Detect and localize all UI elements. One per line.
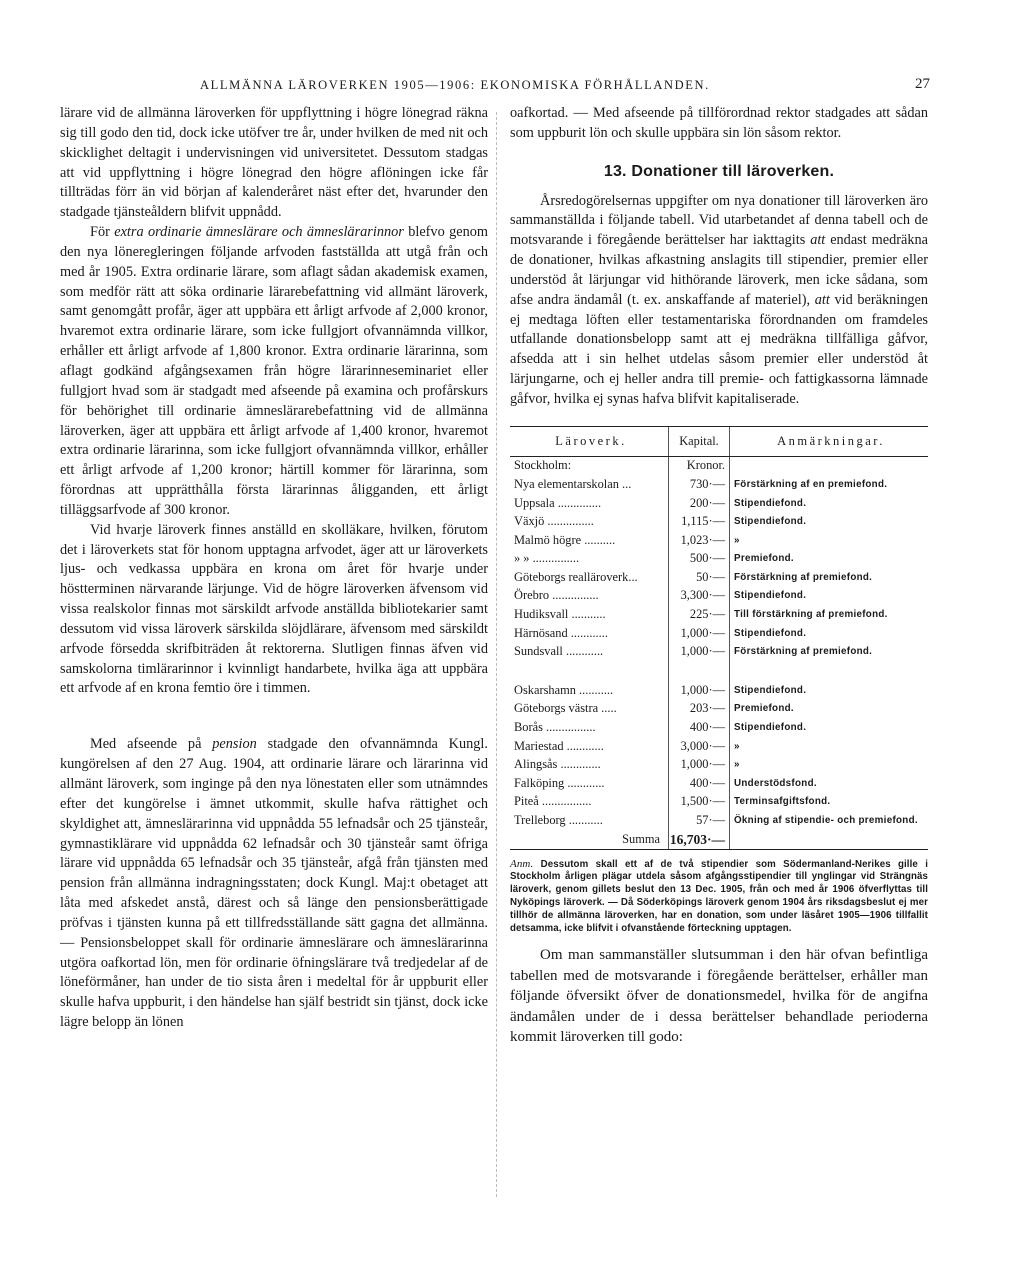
note-text: Dessutom skall ett af de två stipendier som Södermanland-Nerikes gille i Stockholm årligen plägar utdela såsom afgångsstipendier till ynglingar vid Strängnäs läroverk, genom gillets beslut den 13 Dec. 1905, från och med år 1906 öfverflyttas till Nyköpings läroverk. — Då Söderköpings läroverk genom 1904 års riksdagsbeslut ej mer tillhör de allmänna läroverken, har en donation, som under läsåret 1905—1906 tillfallit detsamma, icke blifvit i ofvanstående förteckning upptagen. <box>510 858 928 934</box>
cell-note: » <box>734 740 740 752</box>
cell-school: Alingsås ............. <box>514 757 601 772</box>
right-paragraph-2 <box>510 192 928 410</box>
donations-table <box>510 426 928 850</box>
running-header <box>200 76 930 96</box>
table-row <box>510 606 928 625</box>
cell-capital: 400·— <box>668 774 730 793</box>
table-row <box>510 513 928 532</box>
table-row <box>510 494 928 513</box>
text-run: Med afseende på <box>90 736 213 753</box>
cell-capital: 1,023·— <box>668 531 730 550</box>
cell-school: Borås ................ <box>514 720 596 735</box>
cell-school: Oskarshamn ........... <box>514 682 614 697</box>
left-paragraph-1: lärare vid de allmänna läroverken för uppflyttning i högre lönegrad räkna sig till godo den tid, dock icke utöfver tre år, under hvilken de med nit och skicklighet deltagit i undervisningen vid universitetet. Dessutom stadgas att vid uppflyttning i högre lönegrad den högre aflöningen icke får tillträdas förr än vid början af kalenderåret näst efter det, hvarunder den stadgade tjänsteåldern blifvit uppnådd. <box>60 105 488 221</box>
cell-note: Stipendiefond. <box>734 684 807 696</box>
table-group-2 <box>510 681 928 830</box>
running-title: ALLMÄNNA LÄROVERKEN 1905—1906: EKONOMISKA FÖRHÅLLANDEN. <box>200 78 710 92</box>
table-row <box>510 568 928 587</box>
table-row <box>510 643 928 662</box>
cell-note: » <box>734 759 740 771</box>
table-row <box>510 719 928 738</box>
cell-school: Växjö ............... <box>514 514 594 529</box>
cell-school: Göteborgs realläroverk... <box>514 569 638 584</box>
cell-school: Malmö högre .......... <box>514 532 616 547</box>
cell-note: Stipendiefond. <box>734 722 807 734</box>
header-capital: Kapital. <box>668 427 730 456</box>
cell-note: Stipendiefond. <box>734 627 807 639</box>
cell-capital: Kronor. <box>668 457 730 476</box>
cell-capital: 203·— <box>668 700 730 719</box>
cell-capital: 225·— <box>668 606 730 625</box>
section-title: 13. Donationer till läroverken. <box>603 162 835 180</box>
cell-school: Piteå ................ <box>514 794 592 809</box>
table-note <box>510 858 928 936</box>
text-run: blefvo genom den nya löneregleringen följande arfvoden fastställda att utgå från och med år 1905. Extra ordinarie lärare, som aflagt sådan akademisk examen, som medför rätt att söka ordinarie lärarebefattning vid allmänt läroverk, samt genomgått profår, äger att uppbära ett årligt arfvode af 2,000 kronor, hvaremot extra ordinarie lärare, som icke fullgjort ofvannämnda villkor, erhåller ett årligt arfvode af 1,800 kronor. Extra ordinarie lärarinna, som aflagt godkänd afgångsexamen från högre lärarinneseminariet eller fullgjort hvad som är stadgadt med afseende på examina och profårskurs för behörighet till ordinarie ämneslärarebefattning vid de allmänna läroverken, äger att uppbära ett årligt arfvode af 1,400 kronor, hvaremot extra ordinarie lärarinna, som icke fullgjort ofvannämnda villkor, erhåller ett årligt arfvode af 1,200 kronor; härtill kommer för lärarinna, som förordnas att upprätthålla första lärarinnas åligganden, ett årligt tilläggsarfvode af 300 kronor. <box>60 224 489 518</box>
paragraph-gap <box>60 699 488 735</box>
cell-note: Till förstärkning af premiefond. <box>734 609 888 621</box>
table-header-row <box>510 427 928 457</box>
table-group-1 <box>510 457 928 662</box>
summa-label: Summa <box>622 831 660 846</box>
table-row <box>510 756 928 775</box>
cell-capital: 57·— <box>668 812 730 831</box>
left-paragraph-4 <box>60 735 488 1033</box>
cell-note: Förstärkning af premiefond. <box>734 646 873 658</box>
italic-run: att <box>810 232 826 249</box>
cell-capital: 1,000·— <box>668 643 730 662</box>
note-label: Anm. <box>510 857 534 870</box>
cell-capital: 1,500·— <box>668 793 730 812</box>
right-column <box>510 104 928 1048</box>
table-row <box>510 550 928 569</box>
cell-school: » » ............... <box>514 551 580 566</box>
cell-capital: 3,000·— <box>668 737 730 756</box>
text-run: stadgade den ofvannämnda Kungl. kungörelsen af den 27 Aug. 1904, att ordinarie lärare och lärarinna vid allmänt läroverk, som inginge på den nya lönestaten eller som utnämndes efter det kungörelse i ämnet utkommit, skulle hafva rättighet och skyldighet att, ämneslärarinna vid uppnådda 55 lefnadsår och 25 tjänsteår, gymnastiklärare vid uppnådda 62 lefnadsår och 30 tjänsteår samt öfriga lärare vid uppnådda 65 lefnadsår och 35 tjänsteår, afgå från tjänsten med pension från allmänna indragningsstaten; dock Kungl. Maj:t obetaget att låta med afskedet anstå, därest och så länge den pensionsberättigade pröfvas i tjänsten kunna på ett tillfredsställande sätt gagna det allmänna. — Pensionsbeloppet skall för ordinarie ämneslärare och ämneslärarinna utgöra oafkortad lön, men för ordinarie öfningslärare två tredjedelar af de löneförmåner, han under de tio sista åren i medeltal för år uppburit eller skulle hafva uppburit, i den händelse han själf bestridt sin tjänst, dock icke lägre belopp än lönen <box>60 736 488 1031</box>
right-paragraph-1: oafkortad. — Med afseende på tillförordnad rektor stadgades att sådan som uppburit lön och skulle uppbära sin lön såsom rektor. <box>510 105 928 141</box>
header-remarks: Anmärkningar. <box>777 433 885 448</box>
column-divider <box>496 112 497 1197</box>
cell-capital: 1,115·— <box>668 513 730 532</box>
cell-note: » <box>734 534 740 546</box>
italic-run: att <box>814 291 830 308</box>
table-row <box>510 700 928 719</box>
cell-capital: 3,300·— <box>668 587 730 606</box>
table-summa-row <box>510 830 928 849</box>
table-row <box>510 475 928 494</box>
text-run: Årsredogörelsernas uppgifter om nya donationer till läroverken äro sammanställda i följande tabell. Vid utarbetandet af denna tabell och de motsvarande i föregående berättelser har iakttagits <box>510 192 928 249</box>
table-row <box>510 531 928 550</box>
header-school: Läroverk. <box>555 433 627 448</box>
table-row <box>510 774 928 793</box>
text-run: vid beräkningen ej medtaga löften eller testamentariska förordnanden om framdeles utfallande donationsbelopp samt att ej medräkna tillfälliga gåfvor, afsedda att i sin helhet utdelas såsom premier eller understöd åt lärjungarne, och ej heller andra till premie- och fattigkassorna lämnade gåfvor, hvilka ej synas hafva blifvit kapitaliserade. <box>510 291 929 407</box>
cell-capital: 200·— <box>668 494 730 513</box>
cell-school: Trelleborg ........... <box>514 813 603 827</box>
table-row <box>510 457 928 476</box>
cell-capital: 400·— <box>668 719 730 738</box>
cell-school: Sundsvall ............ <box>514 644 604 659</box>
table-row <box>510 587 928 606</box>
cell-school: Örebro ............... <box>514 588 599 603</box>
cell-school: Stockholm: <box>514 458 572 473</box>
italic-run: extra ordinarie ämneslärare och ämneslärarinnor <box>114 224 404 241</box>
cell-note: Premiefond. <box>734 703 794 715</box>
table-row <box>510 624 928 643</box>
table-row <box>510 681 928 700</box>
cell-capital: 730·— <box>668 475 730 494</box>
table-row <box>510 793 928 812</box>
text-run: endast medräkna de donationer, hvilkas afkastning anslagits till stipendier, premier eller understöd åt lärjungar vid hithörande läroverk, men icke sådana, som afse andra ändamål (t. ex. anskaffande af materiel), <box>510 232 928 308</box>
cell-note: Stipendiefond. <box>734 497 807 509</box>
cell-school: Hudiksvall ........... <box>514 607 606 622</box>
cell-note: Terminsafgiftsfond. <box>734 796 831 808</box>
cell-school: Falköping ............ <box>514 775 605 790</box>
cell-note: Förstärkning af en premiefond. <box>734 478 888 490</box>
cell-school: Härnösand ............ <box>514 625 608 640</box>
cell-capital: 1,000·— <box>668 756 730 775</box>
cell-note: Premiefond. <box>734 553 794 565</box>
cell-school: Göteborgs västra ..... <box>514 701 617 716</box>
left-paragraph-2 <box>60 223 488 521</box>
left-paragraph-3: Vid hvarje läroverk finnes anställd en skolläkare, hvilken, förutom det i läroverkets stat för honom upptagna arfvodet, äger att ur läroverkets ljus- och vedkassa uppbära en krona om året för hvarje under höstterminen närvarande lärjunge. Vid de högre läroverken äfvensom vid vissa realskolor finnas mot särskildt arfvode anställda bibliotekarier samt dessutom vid vissa läroverk särskilda slöjdlärare, äfvensom med särskildt arfvode försedda skrifbiträden åt rektorerna. Slutligen finnas äfven vid samskolorna timlärarinnor i kvinnligt handarbete, hvilka äga att uppbära ett arfvode af en krona femtio öre i timmen. <box>60 521 488 697</box>
cell-note: Förstärkning af premiefond. <box>734 571 873 583</box>
cell-note: Understödsfond. <box>734 777 817 789</box>
cell-note: Stipendiefond. <box>734 516 807 528</box>
cell-school: Nya elementarskolan ... <box>514 476 632 491</box>
summa-value: 16,703·— <box>668 830 730 849</box>
cell-capital: 50·— <box>668 568 730 587</box>
left-column <box>60 104 488 1033</box>
table-gap-row <box>510 661 928 681</box>
cell-note: Ökning af stipendie- och premiefond. <box>734 815 918 826</box>
table-row <box>510 737 928 756</box>
cell-note: Stipendiefond. <box>734 590 807 602</box>
right-paragraph-3: Om man sammanställer slutsumman i den här ofvan befintliga tabellen med de motsvarande i föregående berättelser, erhåller man följande öfversikt öfver de donationsmedel, hvilka för de angifna ändamålen under de i dessa berättelser behandlade perioderna kommit läroverken till godo: <box>510 947 928 1046</box>
cell-school: Uppsala .............. <box>514 495 602 510</box>
text-run: För <box>90 224 115 241</box>
table-row <box>510 812 928 831</box>
cell-capital: 500·— <box>668 550 730 569</box>
cell-capital: 1,000·— <box>668 681 730 700</box>
page-number: 27 <box>915 76 930 92</box>
italic-run: pension <box>212 736 257 753</box>
cell-capital: 1,000·— <box>668 624 730 643</box>
cell-school: Mariestad ............ <box>514 738 604 753</box>
